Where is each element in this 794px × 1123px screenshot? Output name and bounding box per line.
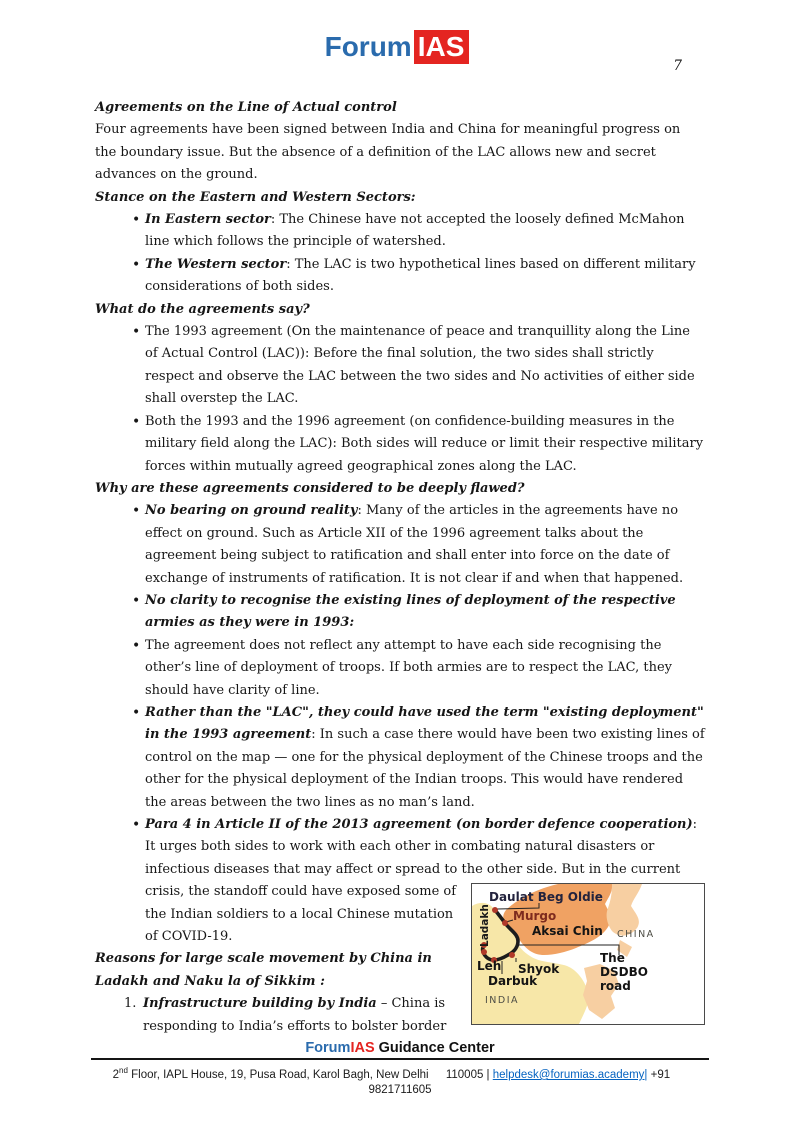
logo-forum-text: Forum	[324, 31, 412, 62]
numbered-text: – China is responding to India’s efforts to bolster border	[143, 996, 447, 1034]
map-label-dsdbo-line3: road	[600, 979, 631, 994]
bullet-no-bearing	[95, 500, 705, 590]
marker-shyok	[509, 952, 515, 958]
page-footer	[91, 1040, 709, 1098]
heading-deeply-flawed: Why are these agreements considered to be deeply flawed?	[95, 480, 525, 496]
forumias-logo	[325, 31, 470, 63]
bullet-no-clarity	[95, 590, 705, 635]
bullet-text: : The Chinese have not accepted the loosely defined McMahon line which follows the principle of watershed.	[145, 212, 685, 250]
bullet-western-sector	[95, 254, 705, 299]
bullet-lead: The Western sector	[145, 256, 287, 272]
bullet-lead: Rather than the "LAC", they could have used the term "existing deployment" in the 1993 agreement	[145, 704, 704, 743]
page-number: 7	[673, 58, 682, 74]
marker-murgo	[502, 920, 508, 926]
bullet-text: : The LAC is two hypothetical lines based on different military considerations of both sides.	[145, 256, 696, 295]
footer-brand	[91, 1040, 709, 1060]
map-label-daulat-beg-oldie: Daulat Beg Oldie	[489, 890, 603, 905]
bullet-1993-1996-agreement: • Both the 1993 and the 1996 agreement (on confidence-building measures in the military field along the LAC): Both sides will reduce or limit their respective military forces within mutually agreed geographical zones along the LAC.	[95, 411, 705, 478]
map-label-darbuk: Darbuk	[488, 974, 538, 989]
footer-brand-suffix: Guidance Center	[374, 1040, 495, 1056]
bullet-text-continued: exposed some of the Indian soldiers to a local Chinese mutation of COVID-19.	[145, 884, 457, 945]
map-label-dsdbo-line2: DSDBO	[600, 965, 648, 980]
stance-bullet-list	[95, 209, 705, 299]
bullet-lead: In Eastern sector	[145, 212, 271, 228]
numbered-item-infrastructure	[95, 993, 705, 1038]
heading-agreements-say: What do the agreements say?	[95, 301, 310, 317]
bullet-lead: Para 4 in Article II of the 2013 agreement (on border defence cooperation)	[145, 817, 693, 832]
paragraph-intro: Four agreements have been signed between India and China for meaningful progress on the boundary issue. But the absence of a definition of the LAC allows new and secret advances on the ground.	[95, 122, 681, 183]
footer-brand-forum: Forum	[305, 1040, 351, 1056]
header	[0, 0, 794, 63]
logo-ias-badge: IAS	[414, 30, 470, 64]
phone-number: +91 9821711605	[368, 1068, 688, 1096]
map-label-india: INDIA	[485, 995, 520, 1007]
document-body	[95, 97, 705, 1038]
helpdesk-email-link[interactable]: helpdesk@forumias.academy|	[492, 1068, 648, 1081]
footer-address	[91, 1060, 709, 1098]
map-label-leh: Leh	[477, 959, 502, 974]
address-ordinal-suffix: nd	[119, 1066, 128, 1075]
bullet-existing-deployment	[95, 702, 705, 814]
numbered-lead: Infrastructure building by India	[143, 996, 377, 1012]
bullet-text: : Many of the articles in the agreements have no effect on ground. Such as Article XII of the 1996 agreement talks about the agreement being subject to ratification and shall enter into force on the date of exchange of instruments of ratification. It is not clear if and when that happened.	[145, 503, 684, 586]
bullet-eastern-sector	[95, 209, 705, 254]
list-number: 1.	[124, 996, 137, 1012]
map-label-ladakh: Ladakh	[479, 904, 491, 948]
bullet-text: : It urges both sides to work with each other in combating natural disasters or infectious diseases that may affect or spread to the other side. But in the current crisis, the standoff could have	[145, 817, 698, 900]
heading-reasons-movement: Reasons for large scale movement by China in Ladakh and Naku la of Sikkim :	[95, 951, 432, 989]
map-label-dsdbo-line1: The	[600, 951, 625, 966]
map-label-china: CHINA	[617, 929, 655, 941]
footer-brand-ias: IAS	[350, 1040, 375, 1056]
heading-agreements: Agreements on the Line of Actual control	[95, 100, 397, 115]
bullet-text: : In such a case there would have been two existing lines of control on the map — one for the physical deployment of the Chinese troops and the other for the physical deployment of the Indian troops. This would have rendered the areas between the two lines as no man’s land.	[145, 727, 705, 810]
map-label-aksai-chin: Aksai Chin	[532, 924, 603, 939]
heading-stance-sectors: Stance on the Eastern and Western Sectors:	[95, 189, 416, 205]
map-label-murgo: Murgo	[513, 909, 557, 924]
address-floor-number: 2	[112, 1068, 120, 1081]
map-label-shyok: Shyok	[518, 962, 560, 977]
marker-daulat-beg-oldie	[492, 907, 498, 913]
address-text: Floor, IAPL House, 19, Pusa Road, Karol Bagh, New Delhi 110005 |	[127, 1068, 493, 1081]
bullet-lead: No bearing on ground reality	[145, 503, 358, 519]
bullet-1993-agreement: • The 1993 agreement (On the maintenance of peace and tranquillity along the Line of Actual Control (LAC)): Before the final solution, the two sides shall strictly respect and observe the LAC between the two sides and No activities of either side shall overstep the LAC.	[95, 321, 705, 411]
marker-leh	[481, 949, 487, 955]
bullet-agreement-no-reflect: • The agreement does not reflect any attempt to have each side recognising the other’s line of deployment of troops. If both armies are to respect the LAC, they should have clarity of line.	[95, 635, 705, 702]
agreements-bullet-list	[95, 321, 705, 478]
bullet-lead: No clarity to recognise the existing lines of deployment of the respective armies as they were in 1993:	[145, 592, 676, 631]
